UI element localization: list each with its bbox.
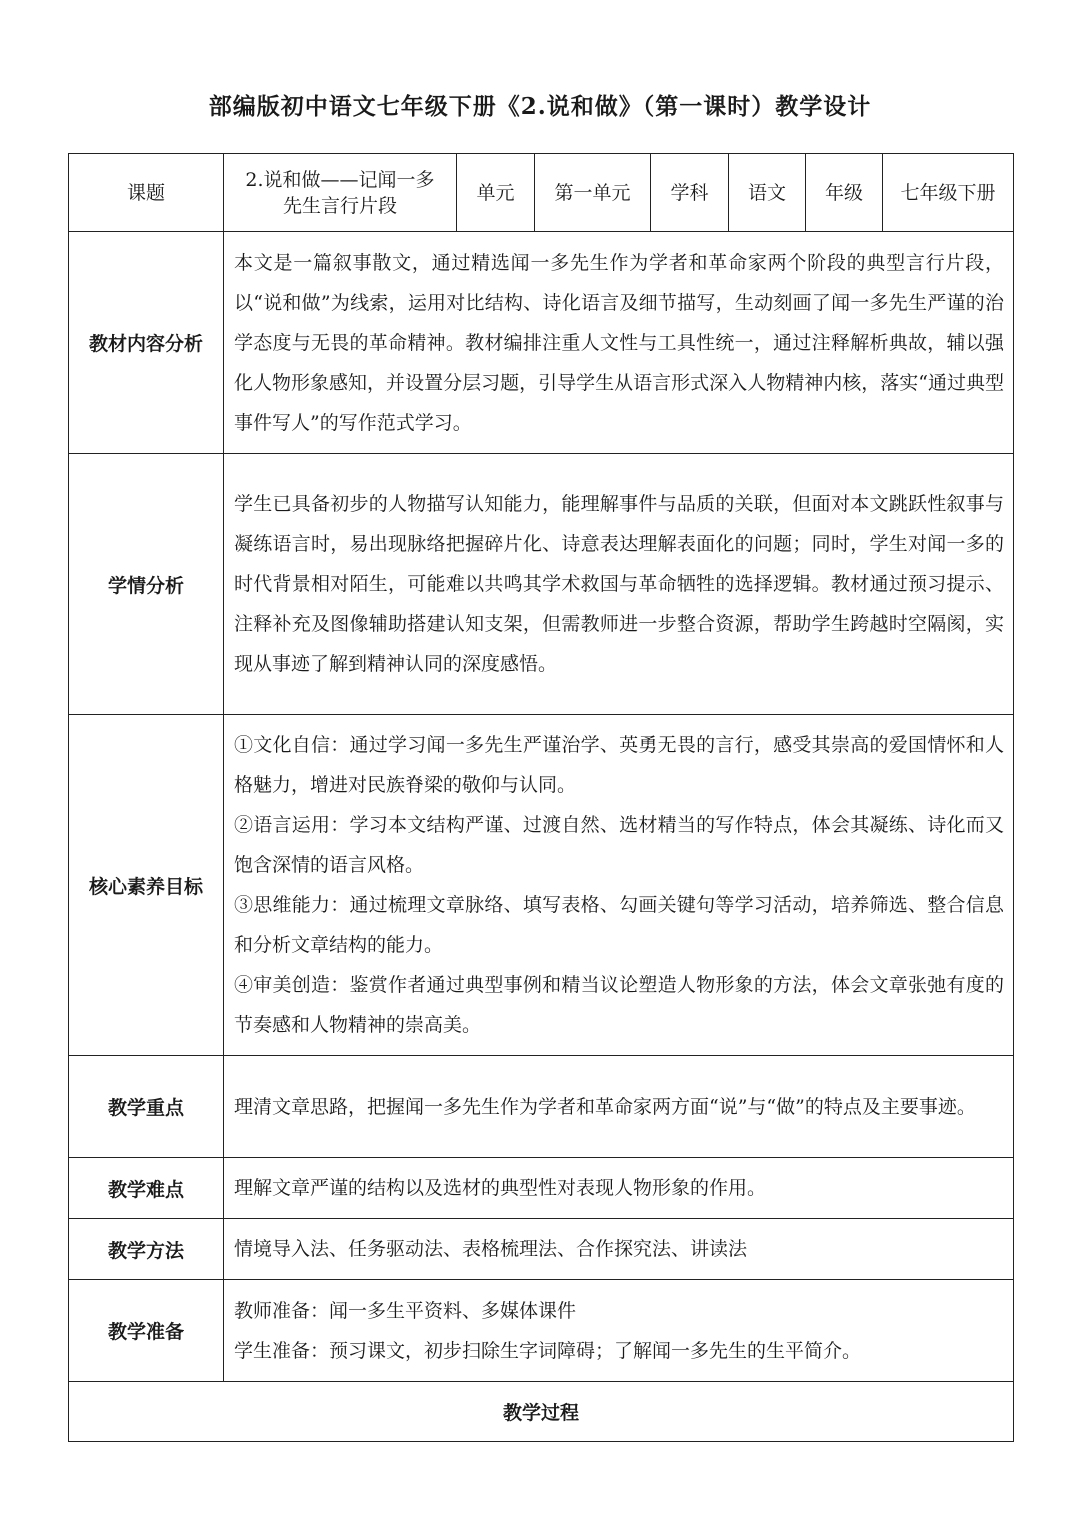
key-points-label: 教学重点 [69,1056,224,1158]
preparation-label: 教学准备 [69,1280,224,1382]
teacher-preparation: 教师准备：闻一多生平资料、多媒体课件 [234,1299,577,1322]
process-heading: 教学过程 [69,1382,1014,1442]
goal-item: ③思维能力：通过梳理文章脉络、填写表格、勾画关键句等学习活动，培养筛选、整合信息和分析文章结构的能力。 [234,894,1004,956]
learner-analysis-text: 学生已具备初步的人物描写认知能力，能理解事件与品质的关联，但面对本文跳跃性叙事与凝练语言时，易出现脉络把握碎片化、诗意表达理解表面化的问题；同时，学生对闻一多的时代背景相对陌生，可能难以共鸣其学术救国与革命牺牲的选择逻辑。教材通过预习提示、注释补充及图像辅助搭建认知支架，但需教师进一步整合资源，帮助学生跨越时空隔阂，实现从事迹了解到精神认同的深度感悟。 [224,454,1014,715]
core-goals-label: 核心素养目标 [69,715,224,1056]
goal-item: ②语言运用：学习本文结构严谨、过渡自然、选材精当的写作特点，体会其凝练、诗化而又饱含深情的语言风格。 [234,814,1004,876]
difficulties-text: 理解文章严谨的结构以及选材的典型性对表现人物形象的作用。 [224,1158,1014,1219]
subject-value: 语文 [729,154,806,232]
difficulties-row [69,1158,1014,1219]
page-title: 部编版初中语文七年级下册《2.说和做》（第一课时）教学设计 [208,93,872,120]
difficulties-label: 教学难点 [69,1158,224,1219]
unit-value: 第一单元 [535,154,651,232]
material-analysis-row [69,232,1014,454]
material-analysis-label: 教材内容分析 [69,232,224,454]
process-heading-row [69,1382,1014,1442]
subject-label: 学科 [651,154,729,232]
learner-analysis-row [69,454,1014,715]
lesson-plan-table [68,153,1014,1442]
goal-item: ①文化自信：通过学习闻一多先生严谨治学、英勇无畏的言行，感受其崇高的爱国情怀和人格魅力，增进对民族脊梁的敬仰与认同。 [234,734,1004,796]
methods-text: 情境导入法、任务驱动法、表格梳理法、合作探究法、讲读法 [224,1219,1014,1280]
unit-label: 单元 [457,154,535,232]
goal-item: ④审美创造：鉴赏作者通过典型事例和精当议论塑造人物形象的方法，体会文章张弛有度的节奏感和人物精神的崇高美。 [234,974,1004,1036]
methods-row [69,1219,1014,1280]
grade-label: 年级 [806,154,883,232]
topic-label: 课题 [69,154,224,232]
core-goals-list [224,715,1014,1056]
student-preparation: 学生准备：预习课文，初步扫除生字词障碍；了解闻一多先生的生平简介。 [234,1339,862,1362]
preparation-row [69,1280,1014,1382]
methods-label: 教学方法 [69,1219,224,1280]
key-points-row [69,1056,1014,1158]
header-row [69,154,1014,232]
topic-value: 2.说和做——记闻一多先生言行片段 [224,154,457,232]
preparation-content [224,1280,1014,1382]
learner-analysis-label: 学情分析 [69,454,224,715]
material-analysis-text: 本文是一篇叙事散文，通过精选闻一多先生作为学者和革命家两个阶段的典型言行片段，以“说和做”为线索，运用对比结构、诗化语言及细节描写，生动刻画了闻一多先生严谨的治学态度与无畏的革命精神。教材编排注重人文性与工具性统一，通过注释解析典故，辅以强化人物形象感知，并设置分层习题，引导学生从语言形式深入人物精神内核，落实“通过典型事件写人”的写作范式学习。 [224,232,1014,454]
core-goals-row [69,715,1014,1056]
key-points-text: 理清文章思路，把握闻一多先生作为学者和革命家两方面“说”与“做”的特点及主要事迹。 [224,1056,1014,1158]
grade-value: 七年级下册 [883,154,1014,232]
